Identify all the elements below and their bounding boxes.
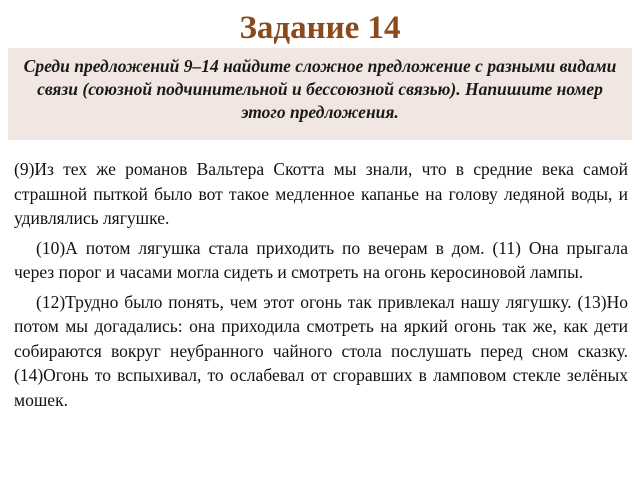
paragraph-1: (9)Из тех же романов Вальтера Скотта мы знали, что в средние века самой страшной пыткой было вот такое медленное капанье на голову ледяной воды, и удивлялись лягушке. bbox=[14, 159, 628, 228]
reading-text bbox=[14, 157, 628, 417]
paragraph-3: (12)Трудно было понять, чем этот огонь так привлекал нашу лягушку. (13)Но потом мы догадались: она приходила смотреть на яркий огонь так же, как дети собираются вокруг неубранного чайного стола послушать перед сном сказку. (14)Огонь то вспыхивал, то ослабевал от сгоравших в ламповом стекле зелёных мошек. bbox=[14, 291, 628, 410]
task-instruction-box bbox=[8, 48, 632, 140]
paragraph-2: (10)А потом лягушка стала приходить по вечерам в дом. (11) Она прыгала через порог и часами могла сидеть и смотреть на огонь керосиновой лампы. bbox=[14, 237, 628, 282]
slide-title: Задание 14 bbox=[239, 10, 401, 46]
task-instruction-text: Среди предложений 9–14 найдите сложное предложение с разными видами связи (союзной подчинительной и бессоюзной связью). Напишите номер этого предложения. bbox=[23, 56, 617, 122]
